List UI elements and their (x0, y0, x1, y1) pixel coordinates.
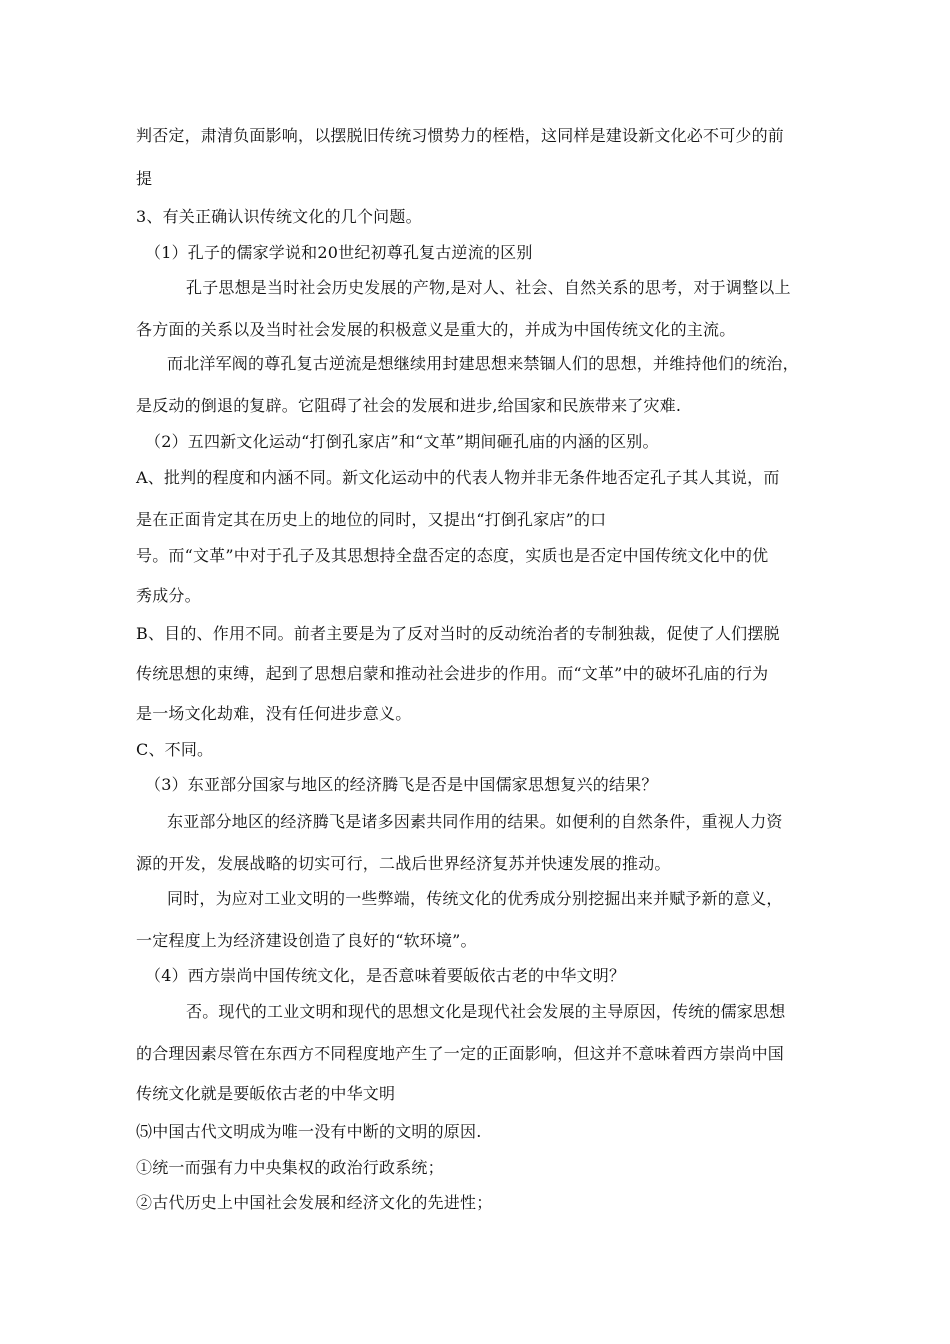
subsection-heading: ⑸中国古代文明成为唯一没有中断的文明的原因. (136, 1122, 482, 1141)
text-line: B、目的、作用不同。前者主要是为了反对当时的反动统治者的专制独裁，促使了人们摆脱 (136, 624, 780, 643)
text-line: 传统文化就是要皈依古老的中华文明 (136, 1084, 396, 1103)
text-line: 号。而“文革”中对于孔子及其思想持全盘否定的态度，实质也是否定中国传统文化中的优 (136, 546, 769, 565)
text-line: 是在正面肯定其在历史上的地位的同时，又提出“打倒孔家店”的口 (136, 510, 607, 529)
list-item: ①统一而强有力中央集权的政治行政系统； (136, 1158, 444, 1177)
subsection-heading: （2）五四新文化运动“打倒孔家店”和“文革”期间砸孔庙的内涵的区别。 (145, 432, 659, 451)
subsection-heading: （4）西方崇尚中国传统文化，是否意味着要皈依古老的中华文明？ (145, 966, 626, 985)
text-line: 而北洋军阀的尊孔复古逆流是想继续用封建思想来禁锢人们的思想，并维持他们的统治， (167, 354, 799, 373)
text-line: 源的开发，发展战略的切实可行，二战后世界经济复苏并快速发展的推动。 (136, 854, 671, 873)
subsection-heading: （3）东亚部分国家与地区的经济腾飞是否是中国儒家思想复兴的结果？ (145, 775, 658, 794)
text-line: 同时，为应对工业文明的一些弊端，传统文化的优秀成分别挖掘出来并赋予新的意义， (167, 889, 783, 908)
text-line: 秀成分。 (136, 586, 201, 605)
text-line: 否。现代的工业文明和现代的思想文化是现代社会发展的主导原因，传统的儒家思想 (186, 1002, 786, 1021)
text-line: 的合理因素尽管在东西方不同程度地产生了一定的正面影响，但这并不意味着西方崇尚中国 (136, 1044, 785, 1063)
text-line: 一定程度上为经济建设创造了良好的“软环境”。 (136, 931, 477, 950)
subsection-heading: （1）孔子的儒家学说和20世纪初尊孔复古逆流的区别 (145, 243, 533, 262)
text-line: 是一场文化劫难，没有任何进步意义。 (136, 704, 412, 723)
text-line: 东亚部分地区的经济腾飞是诸多因素共同作用的结果。如便利的自然条件，重视人力资 (167, 812, 783, 831)
text-line: 各方面的关系以及当时社会发展的积极意义是重大的，并成为中国传统文化的主流。 (136, 320, 736, 339)
text-line: 孔子思想是当时社会历史发展的产物,是对人、社会、自然关系的思考，对于调整以上 (186, 278, 791, 297)
section-heading: 3、有关正确认识传统文化的几个问题。 (136, 207, 422, 226)
text-line: 判否定，肃清负面影响，以摆脱旧传统习惯势力的桎梏，这同样是建设新文化必不可少的前 (136, 126, 785, 145)
text-line: 是反动的倒退的复辟。它阻碍了社会的发展和进步,给国家和民族带来了灾难. (136, 396, 682, 415)
text-line: A、批判的程度和内涵不同。新文化运动中的代表人物并非无条件地否定孔子其人其说，而 (136, 468, 780, 487)
list-item: ②古代历史上中国社会发展和经济文化的先进性； (136, 1193, 493, 1212)
text-line: 提 (136, 169, 153, 188)
text-line: C、不同。 (136, 740, 214, 759)
text-line: 传统思想的束缚，起到了思想启蒙和推动社会进步的作用。而“文革”中的破坏孔庙的行为 (136, 664, 769, 683)
